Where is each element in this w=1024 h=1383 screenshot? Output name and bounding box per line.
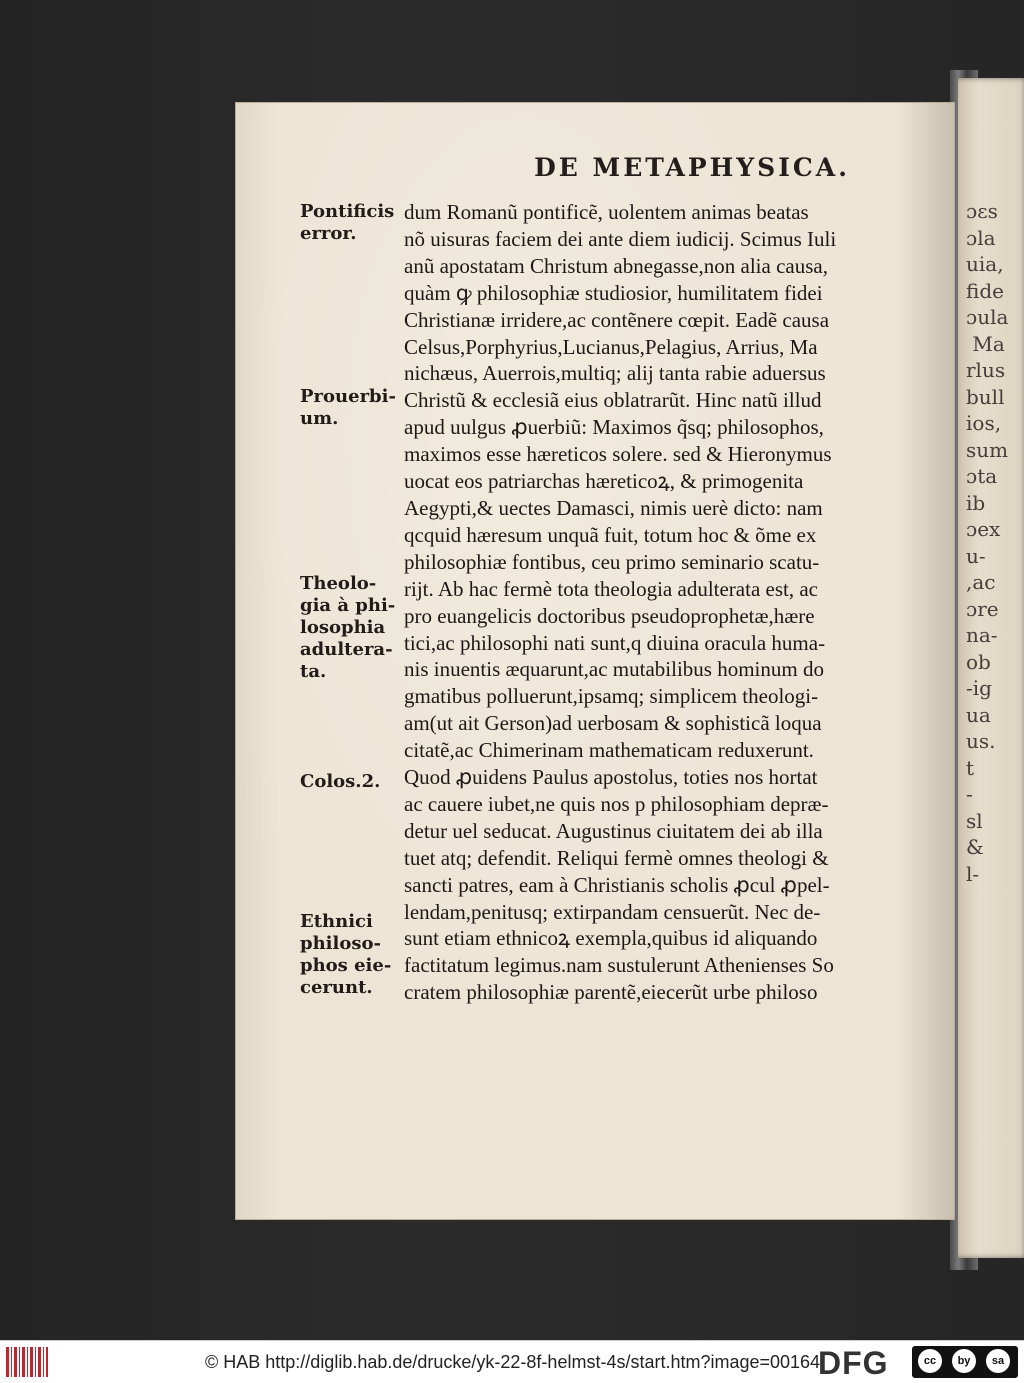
text-line: apud uulgus ꝓuerbiũ: Maximos q̃sq; philosophos, bbox=[404, 415, 824, 440]
margin-note: Theolo- gia à phi- losophia adultera- ta. bbox=[300, 573, 396, 682]
text-line: rijt. Ab hac fermè tota theologia adulterata est, ac bbox=[404, 576, 818, 601]
text-line: citatẽ,ac Chimerinam mathematicam reduxerunt. bbox=[404, 738, 814, 763]
dfg-logo[interactable]: DFG bbox=[818, 1345, 889, 1381]
text-line: sancti patres, eam à Christianis scholis ꝓcul ꝓpel- bbox=[404, 872, 830, 897]
text-line: pro euangelicis doctoribus pseudoprophetæ,hære bbox=[404, 603, 815, 628]
text-line: factitatum legimus.nam sustulerunt Athenienses So bbox=[404, 953, 834, 978]
hab-barcode-icon bbox=[6, 1347, 48, 1377]
text-line: detur uel seducat. Augustinus ciuitatem dei ab illa bbox=[404, 818, 823, 843]
next-page-fragments: ɔɛs ɔla uia, fide ɔula Ma rlus bull ios, sum ɔta ib ɔex u- ,ac ɔre na- ob -ig ua us. t - sl & l- bbox=[966, 199, 1009, 886]
text-line: maximos esse hæreticos solere. sed & Hieronymus bbox=[404, 442, 832, 467]
text-line: qcquid hæresum unquã fuit, totum hoc & õme ex bbox=[404, 522, 817, 547]
text-line: ac cauere iubet,ne quis nos p philosophiam depræ- bbox=[404, 791, 829, 816]
text-line: Celsus,Porphyrius,Lucianus,Pelagius, Arrius, Ma bbox=[404, 334, 818, 359]
text-line: tici,ac philosophi nati sunt,q diuina oracula huma- bbox=[404, 630, 826, 655]
text-line: sunt etiam ethnicoꝝ exempla,quibus id aliquando bbox=[404, 926, 818, 951]
running-head: DE METAPHYSICA. bbox=[534, 153, 850, 182]
footer-bar bbox=[0, 1340, 1024, 1383]
copyright-link[interactable]: © HAB http://diglib.hab.de/drucke/yk-22-8f-helmst-4s/start.htm?image=00164 bbox=[205, 1352, 821, 1372]
text-line: quàm ꝙ philosophiæ studiosior, humilitatem fidei bbox=[404, 280, 823, 305]
text-line: anũ apostatam Christum abnegasse,non alia causa, bbox=[404, 253, 828, 278]
text-line: nis inuentis æquarunt,ac mutabilibus hominum do bbox=[404, 657, 824, 682]
text-line: nichæus, Auerrois,multiq; alij tanta rabie aduersus bbox=[404, 361, 826, 386]
text-line: gmatibus polluerunt,ipsamq; simplicem theologi- bbox=[404, 684, 819, 709]
sa-icon: sa bbox=[986, 1349, 1010, 1373]
margin-note: Pontificis error. bbox=[300, 201, 395, 244]
text-line: Christũ & ecclesiã eius oblatrarũt. Hinc natũ illud bbox=[404, 388, 822, 413]
margin-note: Colos.2. bbox=[300, 771, 381, 792]
margin-note: Prouerbi- um. bbox=[300, 386, 396, 429]
text-line: uocat eos patriarchas hæreticoꝝ, & primogenita bbox=[404, 469, 804, 494]
license-badge[interactable] bbox=[912, 1346, 1018, 1378]
text-line: dum Romanũ pontificẽ, uolentem animas beatas bbox=[404, 200, 809, 224]
text-line: tuet atq; defendit. Reliqui fermè omnes theologi & bbox=[404, 845, 829, 870]
text-line: nõ uisuras faciem dei ante diem iudicij. Scimus Iuli bbox=[404, 226, 837, 251]
text-line: am(ut ait Gerson)ad uerbosam & sophisticã loqua bbox=[404, 711, 822, 736]
margin-note: Ethnici philoso- phos eie- cerunt. bbox=[300, 911, 392, 998]
text-line: Quod ꝓuidens Paulus apostolus, toties nos hortat bbox=[404, 765, 818, 790]
book-page bbox=[236, 103, 954, 1219]
text-line: Christianæ irridere,ac contẽnere cœpit. Eadẽ causa bbox=[404, 307, 830, 332]
by-icon: by bbox=[952, 1349, 976, 1373]
text-line: philosophiæ fontibus, ceu primo seminario scatu- bbox=[404, 549, 820, 574]
next-page-edge bbox=[958, 78, 1024, 1258]
text-line: cratem philosophiæ parentẽ,eiecerũt urbe philoso bbox=[404, 980, 818, 1005]
cc-icon: cc bbox=[918, 1349, 942, 1373]
text-line: Aegypti,& uectes Damasci, nimis uerè dicto: nam bbox=[404, 495, 823, 520]
body-text bbox=[404, 199, 944, 1006]
text-line: lendam,penitusq; extirpandam censuerũt. Nec de- bbox=[404, 899, 821, 924]
